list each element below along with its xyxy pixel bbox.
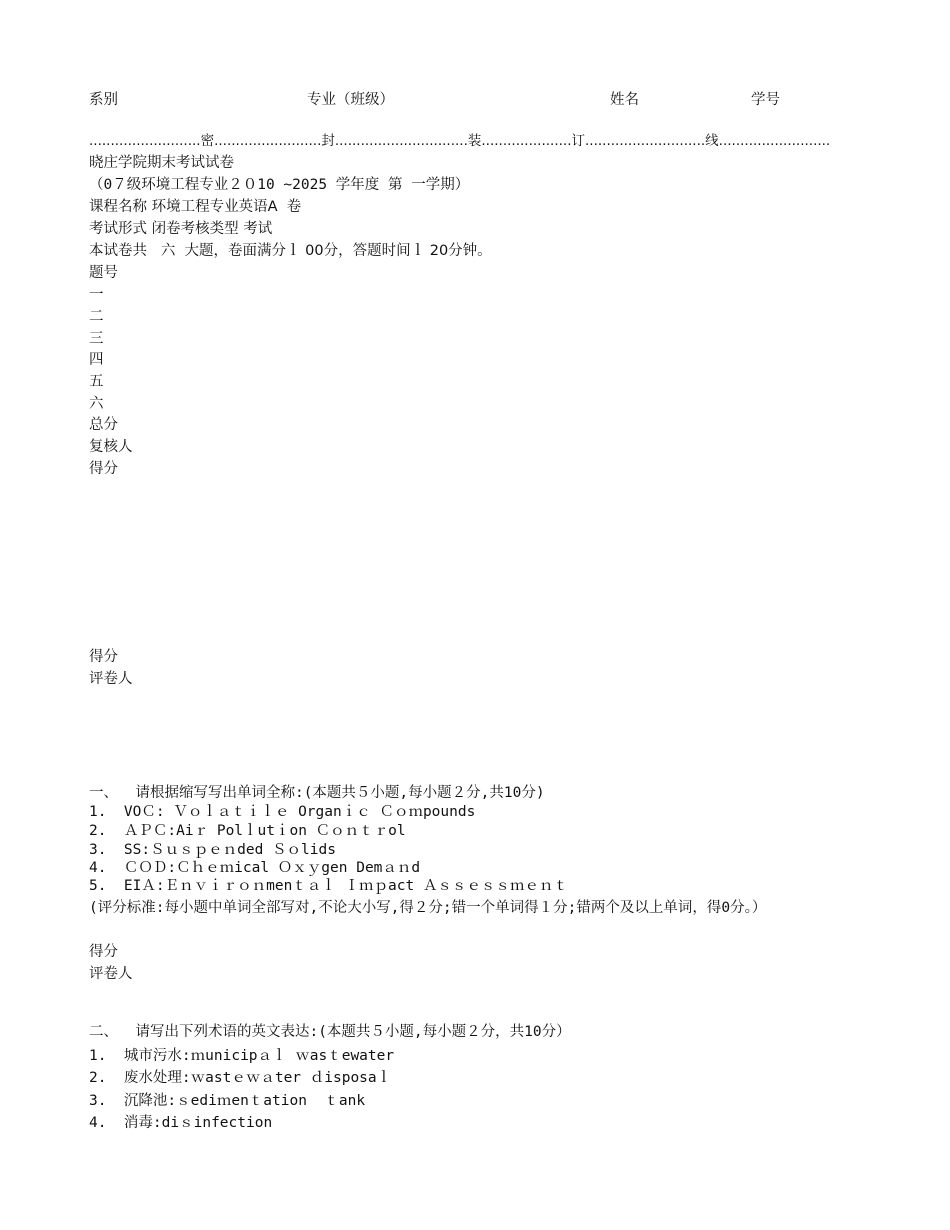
section-2-item: 3. 沉降池:ｓediｍenｔation ｔank [89, 1093, 366, 1109]
grading-note: (评分标准:每小题中单词全部写对,不论大小写,得２分;错一个单词得１分;错两个及以上单词，得0分。） [89, 900, 767, 916]
seal-line: ..........................密.........................封...............................装.....................订............................线.......................... [89, 133, 831, 149]
exam-form-line: 考试形式 闭卷考核类型 考试 [89, 221, 273, 237]
section-2-title: 二、 请写出下列术语的英文表达:(本题共５小题,每小题２分，共10分） [89, 1024, 571, 1040]
section-1-item: 4. ＣＯＤ:Ｃｈｅｍical Ｏｘｙgen Demａｎd [89, 860, 421, 876]
section-1-item: 2. ＡＰＣ:Aiｒ Polｌutｉon Ｃｏｎｔｒol [89, 823, 406, 839]
score-table-row-6: 六 [89, 396, 104, 412]
score-table-score: 得分 [89, 461, 118, 477]
section-2-item: 4. 消毒:diｓinfection [89, 1115, 273, 1131]
score-table-header: 题号 [89, 265, 118, 281]
section-1-item: 3. SS:Ｓｕｓｐｅｎded Ｓｏlids [89, 842, 336, 858]
student-id-label: 学号 [751, 92, 780, 108]
section-2-item: 1. 城市污水:ｍunicipａｌ ｗasｔewater [89, 1048, 395, 1064]
grader-label: 评卷人 [89, 671, 133, 687]
score-table-row-3: 三 [89, 331, 104, 347]
score-table-row-5: 五 [89, 374, 104, 390]
exam-summary-line: 本试卷共 六 大题，卷面满分ｌ 00分，答题时间ｌ 20分钟。 [89, 243, 492, 259]
section-1-item: 1. VOＣ: Ｖｏｌａｔｉｌｅ Organｉｃ Ｃｏｍpounds [89, 804, 476, 820]
student-name-label: 姓名 [610, 92, 639, 108]
course-line: 课程名称 环境工程专业英语A 卷 [89, 199, 302, 215]
score-table-row-1: 一 [89, 287, 104, 303]
score-table-row-4: 四 [89, 352, 104, 368]
section-1-item: 5. EIＡ:Ｅｎｖｉｒｏｎmenｔａｌ Ｉｍｐact Ａｓｓｅｓｓｍｅｎｔ [89, 878, 568, 894]
score-table-row-2: 二 [89, 309, 104, 325]
grader-score-label: 得分 [89, 944, 118, 960]
score-table-total: 总分 [89, 417, 118, 433]
score-table-reviewer: 复核人 [89, 439, 133, 455]
grader-label: 评卷人 [89, 966, 133, 982]
department-label: 系别 [89, 92, 118, 108]
major-class-label: 专业（班级） [307, 92, 394, 108]
section-2-item: 2. 废水处理:ｗastｅｗａter ｄisposaｌ [89, 1070, 392, 1086]
term-line: （0７级环境工程专业２０10 ~2025 学年度 第 一学期） [89, 177, 470, 193]
school-exam-title: 晓庄学院期末考试试卷 [89, 155, 234, 171]
section-1-title: 一、 请根据缩写写出单词全称:(本题共５小题,每小题２分,共10分) [89, 785, 545, 801]
grader-score-label: 得分 [89, 649, 118, 665]
